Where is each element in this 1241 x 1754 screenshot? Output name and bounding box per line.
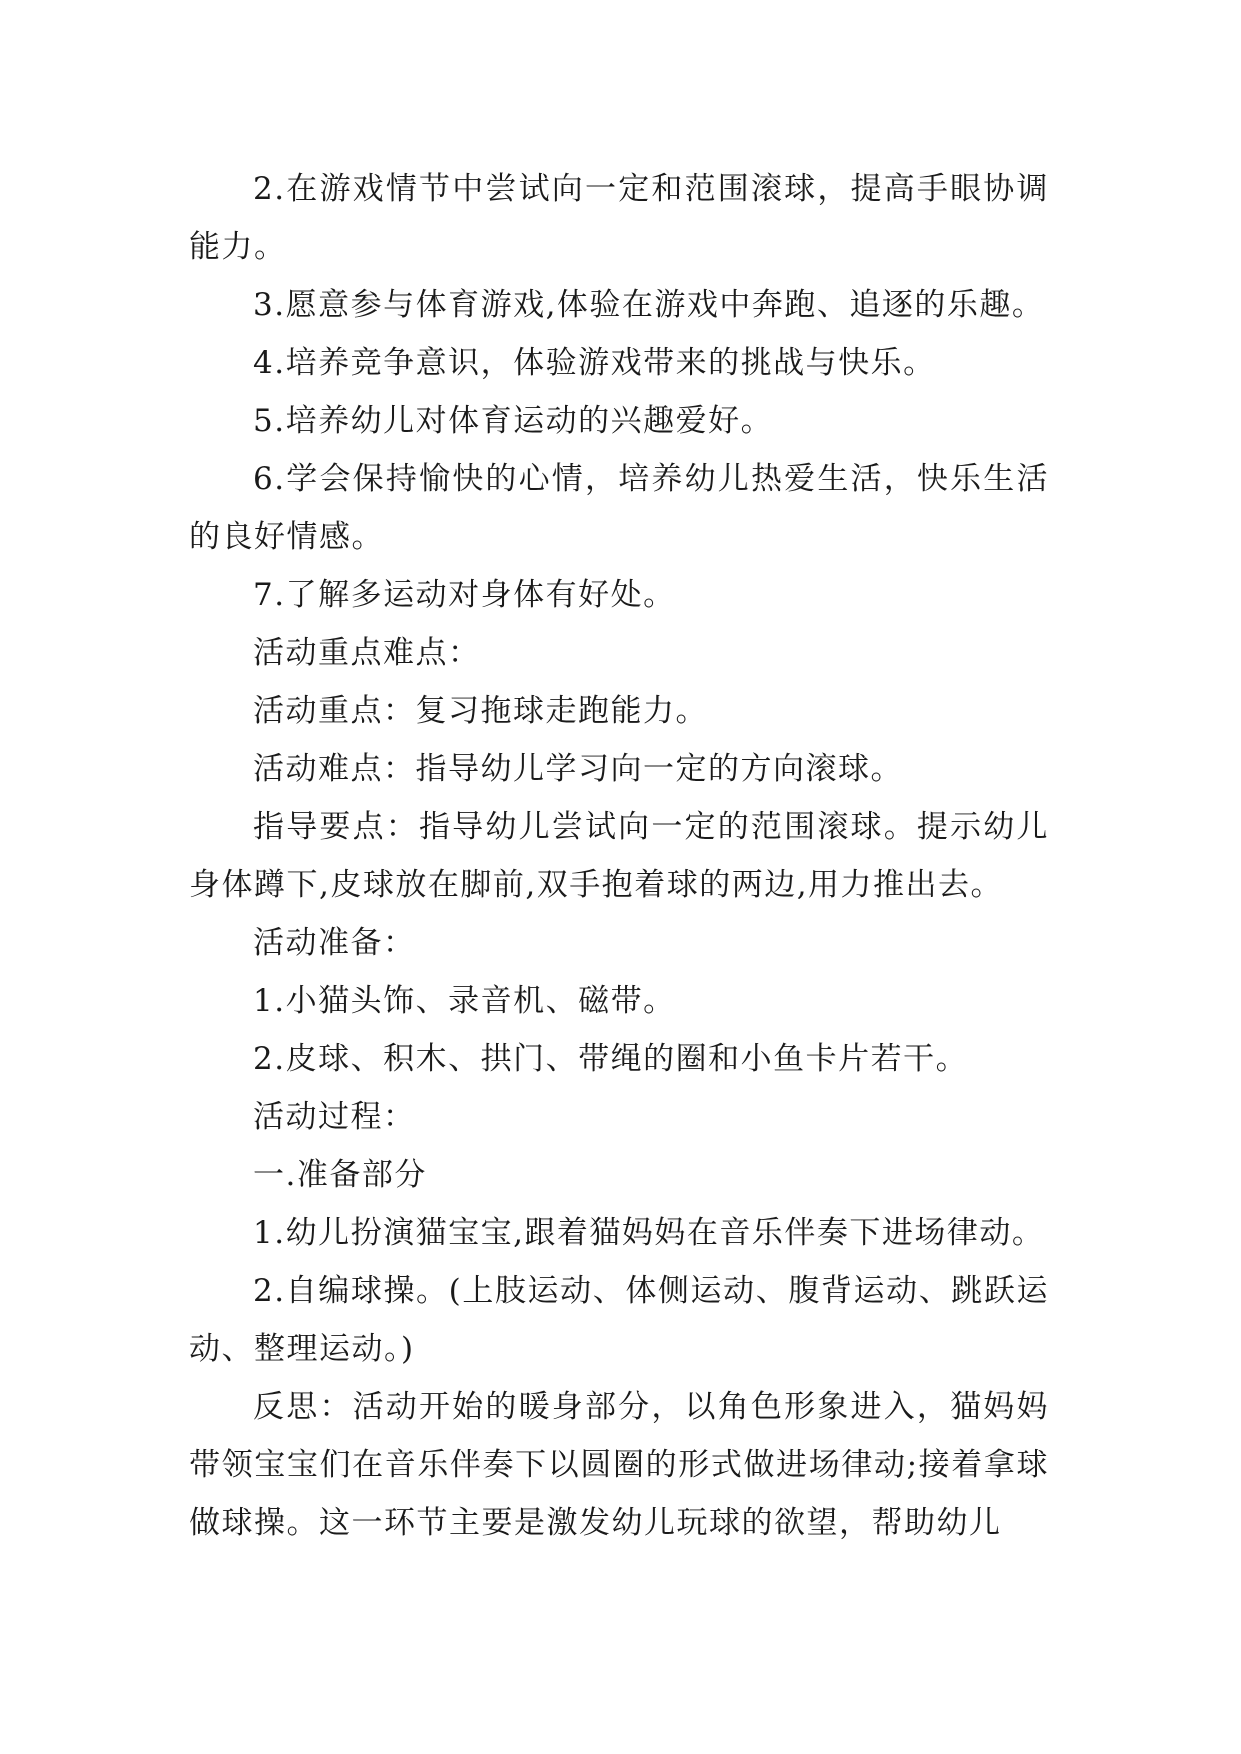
paragraph-goal-5: 5.培养幼儿对体育运动的兴趣爱好。 — [253, 403, 774, 439]
heading-warmup-section: 一.准备部分 — [253, 1157, 427, 1193]
paragraph-goal-7: 7.了解多运动对身体有好处。 — [253, 577, 676, 613]
heading-key-points: 活动重点难点： — [253, 635, 481, 671]
paragraph-goal-2: 2.在游戏情节中尝试向一定和范围滚球，提高手眼协调能力。 — [189, 171, 1049, 265]
heading-preparation: 活动准备： — [253, 925, 416, 961]
paragraph-difficulty: 活动难点：指导幼儿学习向一定的方向滚球。 — [253, 751, 903, 787]
paragraph-goal-6: 6.学会保持愉快的心情，培养幼儿热爱生活，快乐生活的良好情感。 — [189, 461, 1049, 555]
paragraph-preparation-2: 2.皮球、积木、拱门、带绳的圈和小鱼卡片若干。 — [253, 1041, 969, 1077]
paragraph-process-1: 1.幼儿扮演猫宝宝,跟着猫妈妈在音乐伴奏下进场律动。 — [253, 1215, 1045, 1251]
paragraph-process-2: 2.自编球操。(上肢运动、体侧运动、腹背运动、跳跃运动、整理运动。) — [189, 1273, 1049, 1367]
paragraph-reflection: 反思：活动开始的暖身部分，以角色形象进入，猫妈妈带领宝宝们在音乐伴奏下以圆圈的形式做进场律动;接着拿球做球操。这一环节主要是激发幼儿玩球的欲望，帮助幼儿 — [189, 1389, 1049, 1541]
heading-process: 活动过程： — [253, 1099, 416, 1135]
paragraph-goal-3: 3.愿意参与体育游戏,体验在游戏中奔跑、追逐的乐趣。 — [253, 287, 1045, 323]
paragraph-goal-4: 4.培养竞争意识，体验游戏带来的挑战与快乐。 — [253, 345, 936, 381]
paragraph-preparation-1: 1.小猫头饰、录音机、磁带。 — [253, 983, 676, 1019]
document-body — [189, 160, 1049, 1552]
paragraph-key-point: 活动重点：复习拖球走跑能力。 — [253, 693, 708, 729]
paragraph-guidance: 指导要点：指导幼儿尝试向一定的范围滚球。提示幼儿身体蹲下,皮球放在脚前,双手抱着球的两边,用力推出去。 — [189, 809, 1049, 903]
